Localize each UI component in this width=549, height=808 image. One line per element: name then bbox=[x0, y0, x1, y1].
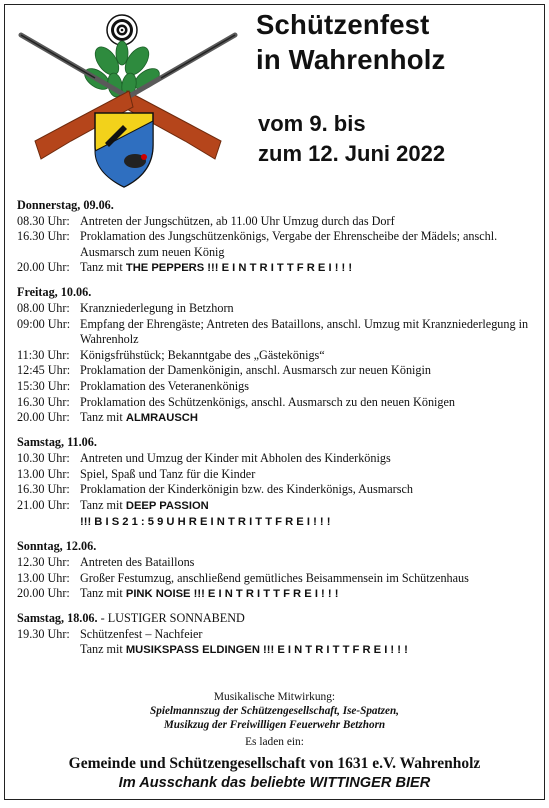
schedule-description: Tanz mit bbox=[80, 642, 126, 657]
schedule-text bbox=[80, 642, 539, 659]
day-block bbox=[17, 285, 539, 426]
schedule-item bbox=[17, 451, 539, 467]
schedule-description: Tanz mit bbox=[80, 586, 126, 601]
event-title bbox=[256, 7, 446, 169]
schedule-description: Proklamation des Schützenkönigs, anschl. Ausmarsch zu den neuen Königen bbox=[80, 394, 456, 409]
schedule-time: 20.00 Uhr: bbox=[17, 586, 70, 601]
schedule-time: 19.30 Uhr: bbox=[17, 626, 70, 641]
schedule-item bbox=[17, 301, 539, 317]
schedule-item bbox=[17, 363, 539, 379]
schedule-text bbox=[80, 229, 539, 260]
beer-line: Im Ausschank das beliebte WITTINGER BIER bbox=[118, 775, 431, 791]
schedule-time: 13.00 Uhr: bbox=[17, 466, 70, 481]
schedule-text bbox=[80, 395, 539, 411]
oak-leaves-icon bbox=[81, 41, 163, 98]
schedule-description: Königsfrühstück; Bekanntgabe des „Gästekönigs“ bbox=[80, 347, 325, 362]
poster bbox=[4, 4, 545, 800]
free-entry-note: !!! E I N T R I T T F R E I ! ! ! bbox=[259, 644, 408, 657]
schedule-time: 08.30 Uhr: bbox=[17, 213, 70, 228]
schedule-text bbox=[80, 363, 539, 379]
schedule-description: Kranzniederlegung in Betzhorn bbox=[80, 301, 234, 316]
schedule-text bbox=[80, 467, 539, 483]
day-heading-date: Samstag, 11.06. bbox=[17, 435, 97, 450]
schedule-description: Großer Festumzug, anschließend gemütliches Beisammensein im Schützenhaus bbox=[80, 570, 469, 585]
hosts-line: Gemeinde und Schützengesellschaft von 1631 e.V. Wahrenholz bbox=[68, 755, 481, 772]
band-name: MUSIKSPASS ELDINGEN bbox=[125, 644, 260, 657]
day-heading-date: Sonntag, 12.06. bbox=[17, 539, 97, 554]
schedule-description: Proklamation der Kinderkönigin bzw. des Kinderkönigs, Ausmarsch bbox=[80, 482, 413, 497]
day-heading-date: Donnerstag, 09.06. bbox=[17, 198, 114, 212]
band-name: DEEP PASSION bbox=[125, 499, 209, 512]
club-emblem bbox=[15, 13, 245, 198]
schedule-item bbox=[17, 229, 539, 260]
schedule-item bbox=[17, 571, 539, 587]
schedule-item bbox=[17, 379, 539, 395]
schedule-text bbox=[80, 451, 539, 467]
day-block bbox=[17, 539, 539, 602]
day-block bbox=[17, 198, 539, 277]
free-entry-note: !!! E I N T R I T T F R E I ! ! ! bbox=[204, 262, 353, 275]
schedule-item bbox=[17, 214, 539, 230]
schedule-time: 12:45 Uhr: bbox=[17, 363, 71, 378]
day-heading bbox=[17, 285, 539, 301]
schedule-time: 12.30 Uhr: bbox=[17, 554, 70, 569]
schedule-item bbox=[17, 395, 539, 411]
music-line-2: Musikzug der Freiwilligen Feuerwehr Betzhorn bbox=[163, 719, 386, 731]
schedule-description: Tanz mit bbox=[80, 497, 126, 512]
title-line-2: in Wahrenholz bbox=[256, 44, 446, 75]
day-heading-date: Samstag, 18.06. bbox=[17, 611, 98, 626]
band-name: ALMRAUSCH bbox=[125, 412, 198, 425]
day-heading-date: Freitag, 10.06. bbox=[17, 285, 92, 300]
schedule-text bbox=[80, 348, 539, 364]
schedule-time: 10.30 Uhr: bbox=[17, 450, 70, 465]
day-block bbox=[17, 435, 539, 531]
schedule-description: Schützenfest – Nachfeier bbox=[80, 626, 203, 641]
schedule-text bbox=[80, 214, 539, 230]
day-heading bbox=[17, 435, 539, 451]
target-icon bbox=[107, 15, 137, 45]
schedule-description: Antreten und Umzug der Kinder mit Abholen des Kinderkönigs bbox=[80, 450, 391, 465]
schedule-text bbox=[80, 379, 539, 395]
schedule-time: 09:00 Uhr: bbox=[17, 316, 71, 331]
day-heading bbox=[17, 198, 539, 214]
day-block bbox=[17, 611, 539, 659]
day-heading-extra: - LUSTIGER SONNABEND bbox=[97, 611, 245, 626]
invite-label: Es laden ein: bbox=[245, 736, 304, 748]
schedule-item bbox=[17, 467, 539, 483]
schedule-description: Tanz mit bbox=[80, 410, 126, 425]
date-line-1: vom 9. bis bbox=[258, 111, 366, 136]
title-line-1: Schützenfest bbox=[256, 9, 430, 40]
schedule-item bbox=[17, 317, 539, 348]
schedule-description: Tanz mit bbox=[80, 260, 126, 275]
schedule-description: Proklamation des Veteranenkönigs bbox=[80, 379, 250, 394]
schedule-text bbox=[80, 301, 539, 317]
schedule-text bbox=[80, 627, 539, 643]
schedule-item bbox=[17, 586, 539, 603]
schedule-time: 13.00 Uhr: bbox=[17, 570, 70, 585]
schedule-item bbox=[17, 498, 539, 515]
schedule-item bbox=[17, 642, 539, 659]
free-entry-note: !!! E I N T R I T T F R E I ! ! ! bbox=[190, 588, 339, 601]
music-line-1: Spielmannszug der Schützengesellschaft, Ise-Spatzen, bbox=[150, 705, 399, 717]
schedule-item bbox=[17, 482, 539, 498]
band-name: THE PEPPERS bbox=[125, 262, 205, 275]
day-heading bbox=[17, 611, 539, 627]
schedule-description: Empfang der Ehrengäste; Antreten des Bataillons, anschl. Umzug mit Kranzniederlegung in Wahrenholz bbox=[80, 316, 529, 347]
day-heading bbox=[17, 539, 539, 555]
schedule-text bbox=[80, 555, 539, 571]
schedule-text bbox=[80, 260, 539, 277]
date-line-2: zum 12. Juni 2022 bbox=[258, 141, 446, 166]
free-entry-note: !!! B I S 2 1 : 5 9 U H R E I N T R I T T F R E I ! ! ! bbox=[80, 516, 331, 529]
schedule-text bbox=[80, 482, 539, 498]
coat-of-arms-icon bbox=[95, 113, 153, 187]
schedule-time: 20.00 Uhr: bbox=[17, 260, 70, 275]
schedule-time: 21.00 Uhr: bbox=[17, 497, 70, 512]
schedule-time bbox=[17, 642, 80, 659]
music-label: Musikalische Mitwirkung: bbox=[213, 691, 336, 703]
schedule-time: 11:30 Uhr: bbox=[17, 347, 70, 362]
schedule-text bbox=[80, 571, 539, 587]
schedule-text bbox=[80, 586, 539, 603]
schedule-time bbox=[17, 514, 80, 531]
schedule-item bbox=[17, 555, 539, 571]
schedule-description: Proklamation des Jungschützenkönigs, Vergabe der Ehrenscheibe der Mädels; anschl. Ausmarsch zum neuen König bbox=[80, 229, 498, 259]
program-schedule bbox=[17, 198, 539, 668]
schedule-item bbox=[17, 348, 539, 364]
schedule-time: 08.00 Uhr: bbox=[17, 301, 70, 316]
schedule-text bbox=[80, 498, 539, 515]
schedule-text bbox=[80, 410, 539, 427]
schedule-text bbox=[80, 317, 539, 348]
footer bbox=[5, 690, 544, 792]
schedule-time: 20.00 Uhr: bbox=[17, 410, 70, 425]
schedule-item bbox=[17, 514, 539, 531]
schedule-time: 16.30 Uhr: bbox=[17, 229, 70, 244]
schedule-time: 16.30 Uhr: bbox=[17, 482, 70, 497]
schedule-item bbox=[17, 627, 539, 643]
band-name: PINK NOISE bbox=[125, 588, 191, 601]
schedule-time: 15:30 Uhr: bbox=[17, 379, 71, 394]
schedule-description: Proklamation der Damenkönigin, anschl. Ausmarsch zur neuen Königin bbox=[80, 363, 431, 378]
schedule-time: 16.30 Uhr: bbox=[17, 394, 70, 409]
schedule-item bbox=[17, 260, 539, 277]
schedule-description: Antreten des Bataillons bbox=[80, 554, 195, 569]
schedule-description: Spiel, Spaß und Tanz für die Kinder bbox=[80, 466, 256, 481]
schedule-text bbox=[80, 514, 539, 531]
schedule-item bbox=[17, 410, 539, 427]
schedule-description: Antreten der Jungschützen, ab 11.00 Uhr Umzug durch das Dorf bbox=[80, 213, 395, 228]
